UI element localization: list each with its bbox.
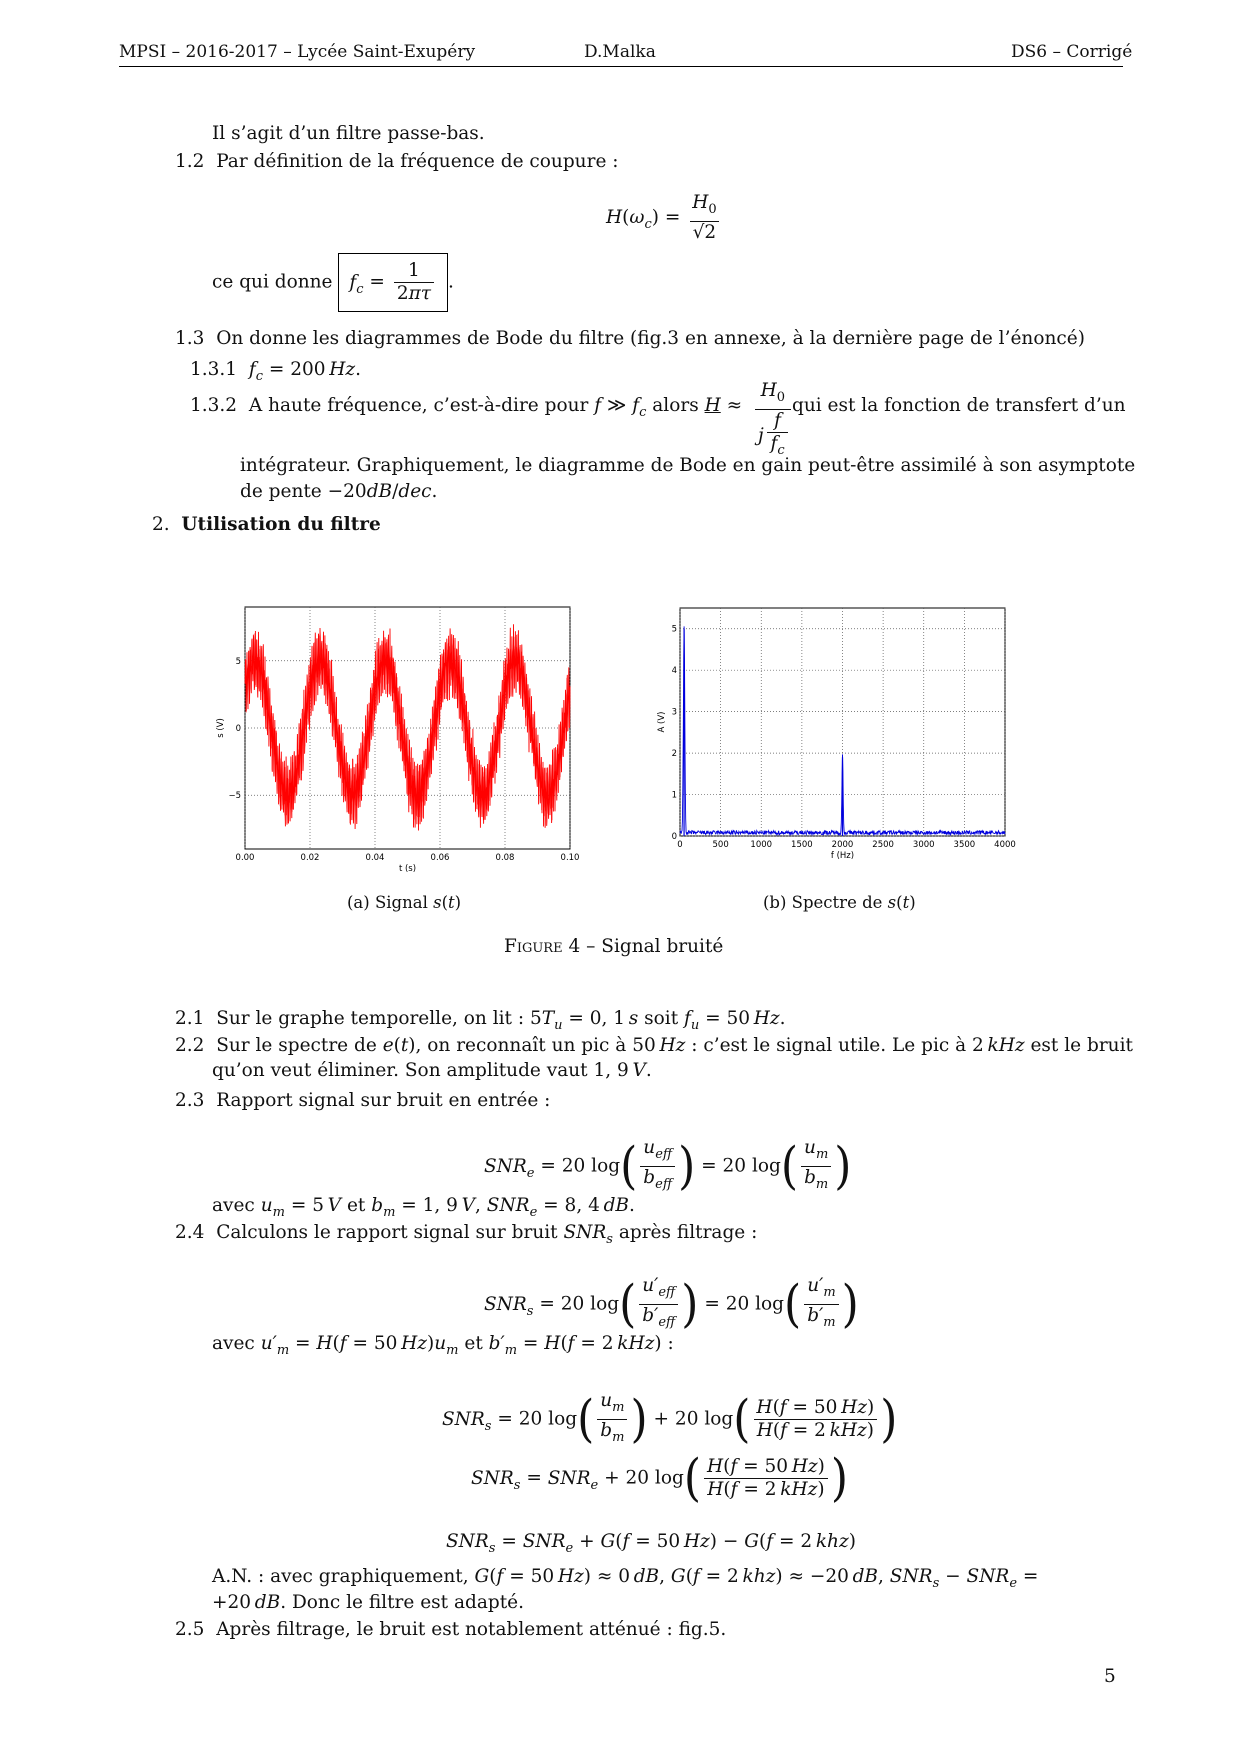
x-tick-label: 0 [677, 840, 683, 850]
section-2-3 [175, 1088, 550, 1114]
an-line-2: +20 dB. Donc le filtre est adapté. [212, 1592, 524, 1613]
section-number: 2. [152, 514, 170, 535]
section-1-3-2: 1.3.2 A haute fréquence, c’est-à-dire pour f ≫ $f_c$ alors H ≈ [190, 395, 743, 420]
x-tick-label: 0.02 [300, 853, 320, 863]
page-number: 5 [1104, 1666, 1116, 1687]
signal-chart [200, 595, 580, 885]
header-center: D.Malka [584, 42, 656, 62]
x-tick-label: 0.00 [235, 853, 255, 863]
section-2-2: 2.2 Sur le spectre de e(t), on reconnaît un pic à 50 Hz : c’est le signal utile. Le pic à 2 kHz est le bruit [175, 1035, 1133, 1056]
x-tick-label: 0.06 [430, 853, 450, 863]
section-2-1: 2.1 Sur le graphe temporelle, on lit : $5T_u = 0$, 1 s soit $f_u = 50$ Hz. [175, 1008, 786, 1033]
section-1-3-1: 1.3.1 $f_c = 200$ Hz. [190, 359, 362, 384]
text-part: A.N. : avec graphiquement, [212, 1566, 469, 1587]
section-text: On donne les diagrammes de Bode du filtre (fig.3 en annexe, à la dernière page de l’énoncé) [216, 328, 1085, 349]
header-left: MPSI – 2016-2017 – Lycée Saint-Exupéry [119, 42, 476, 62]
text-part: avec [212, 1333, 255, 1354]
text-part: et [464, 1333, 483, 1354]
x-tick-label: 2000 [831, 840, 854, 850]
section-number: 2.5 [175, 1619, 205, 1640]
figure-title: – Signal bruité [586, 936, 724, 957]
x-tick-label: 0.04 [365, 853, 385, 863]
text-part: est le bruit [1030, 1035, 1133, 1056]
x-tick-label: 0.08 [495, 853, 515, 863]
section-2-heading [152, 512, 381, 538]
equation-snr-s: $SNR_s = 20$ log( $\frac{u'_{eff}}{b'_{eff}}$ ) = 20 log( $\frac{u'_m}{b'_m}$ ) [484, 1274, 859, 1334]
text-part: A haute fréquence, c’est-à-dire pour [248, 395, 589, 416]
x-tick-label: 1000 [750, 840, 773, 850]
text-part: soit [644, 1008, 679, 1029]
x-axis-label: f (Hz) [830, 851, 855, 861]
y-tick-label: 3 [671, 707, 677, 718]
section-1-2 [175, 149, 619, 175]
text-part: Après filtrage, le bruit est notablement atténué : fig.5. [216, 1619, 727, 1640]
result-line: ce qui donne $f_c$ = $\frac{1}{2\pi\tau}$ . [212, 253, 454, 312]
section-2-4: 2.4 Calculons le rapport signal sur bruit $SNR_s$ après filtrage : [175, 1222, 758, 1247]
caption-b: (b) Spectre de s(t) [763, 893, 916, 912]
text-part: après filtrage : [618, 1222, 758, 1243]
text-part: avec [212, 1195, 255, 1216]
section-number: 2.3 [175, 1090, 205, 1111]
cutoff-value: 200 [290, 359, 326, 380]
snr-s-definitions: avec $u'_m = H(f = 50$ $Hz)u_m$ et $b'_m = H(f = 2$ kHz) : [212, 1333, 674, 1358]
x-tick-label: 500 [712, 840, 729, 850]
caption-a: (a) Signal s(t) [347, 893, 462, 912]
x-tick-label: 3000 [912, 840, 935, 850]
boxed-result: $f_c$ = $\frac{1}{2\pi\tau}$ [338, 253, 448, 312]
y-tick-label: 4 [671, 666, 677, 677]
section-number: 1.3.1 [190, 359, 238, 380]
text-part: et [346, 1195, 366, 1216]
section-title: Utilisation du filtre [181, 514, 381, 535]
snr-e-values: avec $u_m = 5$ V et $b_m = 1$, 9 V, $SNR_e = 8$, 4 dB. [212, 1195, 635, 1220]
intro-text: Il s’agit d’un filtre passe-bas. [212, 123, 485, 144]
y-tick-label: 0 [671, 832, 677, 842]
x-tick-label: 3500 [953, 840, 976, 850]
x-tick-label: 4000 [994, 840, 1016, 850]
result-prefix: ce qui donne [212, 271, 333, 293]
y-tick-label: 5 [671, 624, 677, 635]
x-tick-label: 2500 [872, 840, 894, 850]
spectrum-chart [650, 600, 1030, 885]
text-part: , on reconnaît un pic à [415, 1035, 627, 1056]
figure-label: Figure 4 [504, 936, 581, 957]
integrator-fraction: $H_0$ j $\frac{f}{f_c}$ [752, 380, 794, 462]
header-right: DS6 – Corrigé [1011, 42, 1133, 62]
y-axis-label: A (V) [657, 711, 667, 733]
section-text: Par définition de la fréquence de coupure : [216, 151, 619, 172]
section-2-5 [175, 1617, 726, 1643]
section-2-2-cont: qu’on veut éliminer. Son amplitude vaut 1, 9 V. [212, 1060, 652, 1081]
header-rule [119, 66, 1123, 67]
text-part: : c’est le signal utile. Le pic à [691, 1035, 967, 1056]
text-part: qu’on veut éliminer. Son amplitude vaut [212, 1060, 588, 1081]
section-1-3 [175, 326, 1085, 352]
y-tick-label: 5 [235, 656, 241, 667]
text-part: Donc le filtre est adapté. [291, 1592, 524, 1613]
section-number: 1.2 [175, 151, 205, 172]
text-part: Sur le spectre de [216, 1035, 377, 1056]
equation-snr-e: $SNR_e = 20$ log( $\frac{u_{eff}}{b_{eff}}$ ) = 20 log( $\frac{u_m}{b_m}$ ) [484, 1136, 852, 1196]
x-axis-label: t (s) [398, 864, 417, 874]
caption-text: (b) Spectre de [763, 893, 883, 912]
text-part: alors [652, 395, 699, 416]
equation-snr-s-3: $SNR_s = SNR_e + 20$ log( $\frac{H(f = 50 Hz)}{\text{H(f = 2 kHz)}}$ ) [471, 1448, 848, 1508]
section-number: 1.3.2 [190, 395, 238, 416]
section-number: 1.3 [175, 328, 205, 349]
section-number: 2.4 [175, 1222, 205, 1243]
text-part: qui est la fonction de transfert d’un [792, 395, 1126, 416]
y-axis-label: s (V) [216, 718, 226, 738]
y-tick-label: 1 [671, 790, 677, 801]
slope-line: de pente −20dB/dec. [240, 481, 438, 502]
section-number: 2.2 [175, 1035, 205, 1056]
text-part: Calculons le rapport signal sur bruit [216, 1222, 558, 1243]
x-tick-label: 0.10 [560, 853, 580, 863]
caption-text: (a) Signal [347, 893, 428, 912]
text-part: intégrateur. Graphiquement, le diagramme de Bode en gain peut-être assimilé à son asymptote [240, 455, 1136, 476]
an-line-1: A.N. : avec graphiquement, G(f = 50 Hz) ≈ 0 dB, G(f = 2 khz) ≈ −20 dB, $SNR_s - SNR_e$ = [212, 1566, 1039, 1591]
y-tick-label: 0 [235, 724, 241, 734]
equation-cutoff: $H(\omega_c)$ = $\frac{H_0}{√2}$ [606, 192, 723, 244]
text-part: Sur le graphe temporelle, on lit : [216, 1008, 525, 1029]
section-number: 2.1 [175, 1008, 205, 1029]
y-tick-label: 2 [671, 749, 677, 760]
figure-caption [504, 934, 723, 960]
equation-snr-s-2: $SNR_s = 20$ log( $\frac{u_m}{b_m}$ ) + 20 log( $\frac{H(f = 50 Hz)}{\text{H(f = 2 kHz)}}$ ) [442, 1389, 898, 1449]
text-part: Rapport signal sur bruit en entrée : [216, 1090, 551, 1111]
equation-snr-s-4: $SNR_s = SNR_e + G(f = 50$ Hz) − G(f = 2 khz) [446, 1531, 856, 1556]
x-tick-label: 1500 [791, 840, 813, 850]
text-part: de pente [240, 481, 322, 502]
y-tick-label: −5 [228, 791, 241, 802]
